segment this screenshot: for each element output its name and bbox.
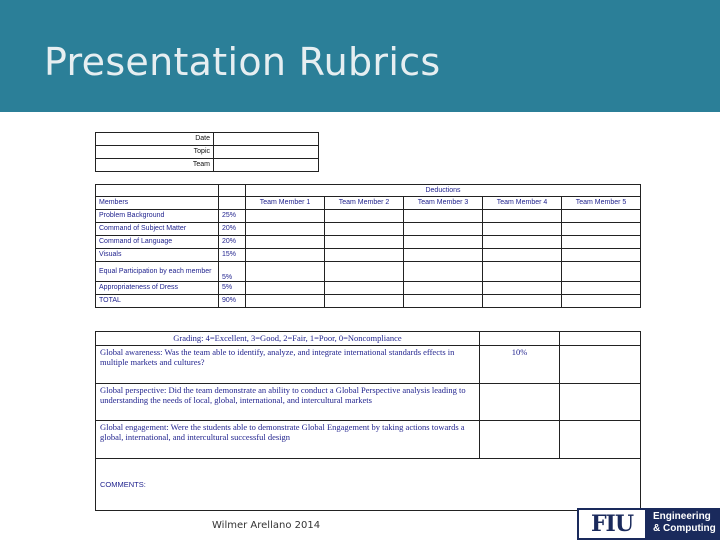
score-cell[interactable]: [325, 236, 404, 249]
score-cell[interactable]: [404, 210, 483, 223]
grading-weight-blank: [480, 421, 560, 459]
score-cell[interactable]: [325, 249, 404, 262]
score-cell[interactable]: [483, 249, 562, 262]
score-cell[interactable]: [325, 223, 404, 236]
score-cell[interactable]: [246, 282, 325, 295]
total-cell[interactable]: [483, 295, 562, 308]
fiu-engineering-logo: [577, 508, 720, 540]
global-engagement-item: Global engagement: Were the students able to demonstrate Global Engagement by taking actions towards a global, international, and intercultural successful design: [96, 421, 480, 459]
score-cell[interactable]: [325, 262, 404, 282]
criterion-weight: 20%: [219, 223, 246, 236]
total-cell[interactable]: [246, 295, 325, 308]
info-table: [95, 132, 319, 172]
score-cell[interactable]: [562, 236, 641, 249]
grading-scale: Grading: 4=Excellent, 3=Good, 2=Fair, 1=Poor, 0=Noncompliance: [96, 332, 480, 346]
grading-score-cell[interactable]: [560, 346, 641, 384]
score-cell[interactable]: [246, 223, 325, 236]
weight-header: [219, 197, 246, 210]
grading-weight: 10%: [480, 346, 560, 384]
total-cell[interactable]: [404, 295, 483, 308]
comments-label: COMMENTS:: [100, 480, 146, 489]
info-value-date[interactable]: [214, 133, 319, 146]
rubric-total-row: [96, 295, 641, 308]
criterion-label: Problem Background: [96, 210, 219, 223]
rubric-row: [96, 210, 641, 223]
deductions-header: Deductions: [246, 185, 641, 197]
criterion-label: Visuals: [96, 249, 219, 262]
grading-scale-blank: [480, 332, 560, 346]
total-weight: 90%: [219, 295, 246, 308]
info-value-topic[interactable]: [214, 146, 319, 159]
score-cell[interactable]: [404, 282, 483, 295]
logo-line-2: & Computing: [653, 523, 716, 534]
members-header: Members: [96, 197, 219, 210]
score-cell[interactable]: [483, 223, 562, 236]
criterion-weight: 5%: [219, 282, 246, 295]
score-cell[interactable]: [325, 210, 404, 223]
team-member-header: Team Member 2: [325, 197, 404, 210]
criterion-weight: 20%: [219, 236, 246, 249]
info-label-topic: Topic: [96, 146, 214, 159]
grading-score-cell[interactable]: [560, 421, 641, 459]
score-cell[interactable]: [483, 210, 562, 223]
criterion-weight: 25%: [219, 210, 246, 223]
criterion-label: Command of Language: [96, 236, 219, 249]
global-awareness-item: Global awareness: Was the team able to identify, analyze, and integrate international standards effects in multiple markets and cultures?: [96, 346, 480, 384]
rubric-corner-weight: [219, 185, 246, 197]
info-value-team[interactable]: [214, 159, 319, 172]
rubric-row: [96, 282, 641, 295]
fiu-logo-mark: FIU: [577, 508, 647, 540]
score-cell[interactable]: [562, 262, 641, 282]
criterion-weight: 5%: [219, 262, 246, 282]
info-label-date: Date: [96, 133, 214, 146]
criterion-label: Appropriateness of Dress: [96, 282, 219, 295]
score-cell[interactable]: [483, 236, 562, 249]
score-cell[interactable]: [483, 282, 562, 295]
grading-scale-blank-2: [560, 332, 641, 346]
grading-table: [95, 331, 641, 511]
rubric-row: [96, 249, 641, 262]
score-cell[interactable]: [562, 249, 641, 262]
comments-box[interactable]: [96, 459, 641, 511]
total-cell[interactable]: [562, 295, 641, 308]
score-cell[interactable]: [404, 223, 483, 236]
score-cell[interactable]: [246, 262, 325, 282]
score-cell[interactable]: [562, 282, 641, 295]
rubric-row: [96, 236, 641, 249]
score-cell[interactable]: [483, 262, 562, 282]
total-cell[interactable]: [325, 295, 404, 308]
rubric-row: [96, 262, 641, 282]
total-label: TOTAL: [96, 295, 219, 308]
team-member-header: Team Member 1: [246, 197, 325, 210]
team-member-header: Team Member 3: [404, 197, 483, 210]
logo-line-1: Engineering: [653, 511, 711, 522]
team-member-header: Team Member 4: [483, 197, 562, 210]
rubric-corner: [96, 185, 219, 197]
slide-title: Presentation Rubrics: [44, 40, 441, 84]
footer-author: Wilmer Arellano 2014: [212, 520, 321, 531]
score-cell[interactable]: [562, 210, 641, 223]
score-cell[interactable]: [404, 249, 483, 262]
score-cell[interactable]: [246, 249, 325, 262]
criterion-weight: 15%: [219, 249, 246, 262]
info-label-team: Team: [96, 159, 214, 172]
criterion-label: Equal Participation by each member: [96, 262, 219, 282]
score-cell[interactable]: [246, 236, 325, 249]
score-cell[interactable]: [246, 210, 325, 223]
grading-weight-blank: [480, 384, 560, 421]
criterion-label: Command of Subject Matter: [96, 223, 219, 236]
team-member-header: Team Member 5: [562, 197, 641, 210]
rubric-table: [95, 184, 641, 308]
score-cell[interactable]: [404, 262, 483, 282]
global-perspective-item: Global perspective: Did the team demonstrate an ability to conduct a Global Perspective analysis leading to understanding the needs of local, global, international, and intercultural markets: [96, 384, 480, 421]
rubric-row: [96, 223, 641, 236]
grading-score-cell[interactable]: [560, 384, 641, 421]
score-cell[interactable]: [404, 236, 483, 249]
score-cell[interactable]: [562, 223, 641, 236]
logo-college-name: [647, 508, 720, 540]
score-cell[interactable]: [325, 282, 404, 295]
